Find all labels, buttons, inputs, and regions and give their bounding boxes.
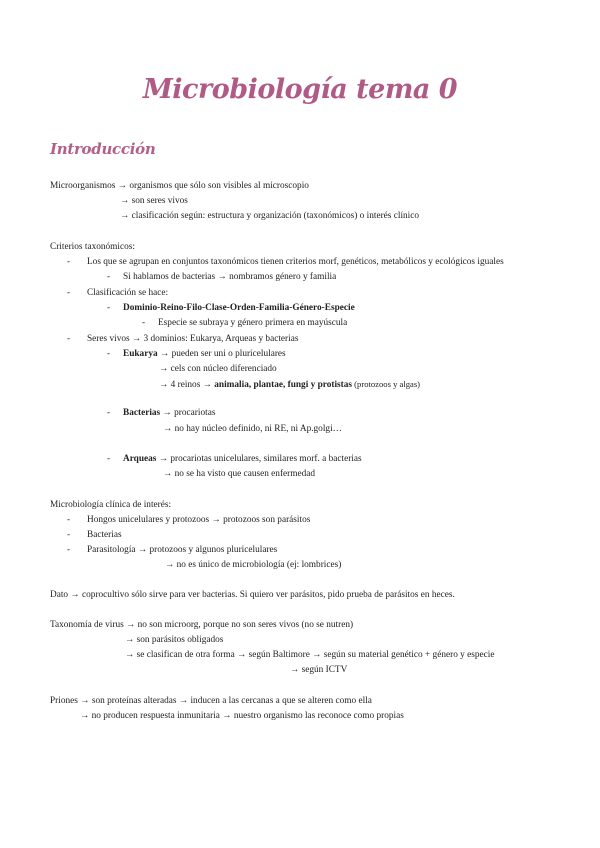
priones-line-1: Priones → son proteínas alteradas → inducen a las cercanas a que se alteren como ella: [50, 696, 372, 706]
bullet-dash: -: [107, 454, 111, 464]
eukarya-reinos: animalia, plantae, fungi y protistas: [214, 380, 353, 390]
arqueas-line-1: [123, 453, 362, 465]
virus-line-3: → se clasifican de otra forma → según Baltimore → según su material genético + género y especie: [125, 650, 495, 660]
microorganismos-line-3: → clasificación según: estructura y organización (taxonómicos) o interés clínico: [120, 211, 420, 221]
microorganismos-line-1: Microorganismos → organismos que sólo son visibles al microscopio: [50, 181, 309, 191]
page-title: Microbiología tema 0: [142, 74, 458, 105]
eukarya-line-2: → cels con núcleo diferenciado: [159, 364, 277, 374]
arqueas-text: → procariotas unicelulares, similares morf. a bacterias: [156, 454, 362, 464]
eukarya-l3-post: (protozoos y algas): [352, 379, 421, 389]
bacterias-line-1: [123, 407, 215, 419]
taxonomy-ranks: Dominio-Reino-Filo-Clase-Orden-Familia-Género-Especie: [123, 303, 355, 313]
bacterias-label: Bacterias: [123, 408, 161, 418]
clinica-item-2: Bacterias: [87, 530, 122, 540]
virus-line-1: Taxonomía de virus → no son microorg, porque no son seres vivos (no se nutren): [50, 620, 354, 630]
bullet-dash: -: [67, 530, 71, 540]
criterios-heading: Criterios taxonómicos:: [50, 242, 135, 252]
priones-line-2: → no producen respuesta inmunitaria → nuestro organismo las reconoce como propias: [80, 711, 404, 721]
microorganismos-line-2: → son seres vivos: [120, 196, 188, 206]
criterios-item-2: Clasificación se hace:: [87, 288, 169, 298]
bullet-dash: -: [67, 545, 71, 555]
bacterias-text: → procariotas: [160, 408, 216, 418]
clinica-item-1: Hongos unicelulares y protozoos → protozoos son parásitos: [87, 515, 311, 525]
bullet-dash: -: [107, 408, 111, 418]
dato-line: Dato → coprocultivo sólo sirve para ver bacterias. Si quiero ver parásitos, pido prueba de parásitos en heces.: [50, 590, 455, 600]
bullet-dash: -: [67, 515, 71, 525]
eukarya-text: → pueden ser uni o pluricelulares: [157, 349, 286, 359]
eukarya-label: Eukarya: [123, 349, 158, 359]
bullet-dash: -: [107, 303, 111, 313]
arqueas-label: Arqueas: [123, 454, 157, 464]
clinica-heading: Microbiología clínica de interés:: [50, 500, 172, 510]
criterios-item-1: Los que se agrupan en conjuntos taxonómicos tienen criterios morf, genéticos, metabólicos y ecológicos iguales: [87, 257, 504, 267]
eukarya-l3-pre: → 4 reinos →: [159, 380, 215, 390]
section-heading-introduccion: Introducción: [50, 140, 156, 158]
eukarya-line-3: [159, 378, 420, 391]
bullet-dash: -: [107, 272, 111, 282]
eukarya-line-1: [123, 348, 286, 360]
virus-line-2: → son parásitos obligados: [125, 635, 224, 645]
bullet-dash: -: [67, 334, 71, 344]
clinica-item-3: Parasitología → protozoos y algunos pluricelulares: [87, 545, 278, 555]
criterios-item-2-subsub: Especie se subraya y género primera en mayúscula: [158, 318, 348, 328]
clinica-item-3-line-2: → no es único de microbiología (ej: lombrices): [165, 560, 342, 570]
bacterias-line-2: → no hay núcleo definido, ni RE, ni Ap.golgi…: [163, 424, 342, 434]
arqueas-line-2: → no se ha visto que causen enfermedad: [163, 469, 316, 479]
criterios-item-1-sub: Si hablamos de bacterias → nombramos género y familia: [123, 272, 337, 282]
criterios-item-3: Seres vivos → 3 dominios: Eukarya, Arqueas y bacterias: [87, 334, 299, 344]
bullet-dash: -: [67, 288, 71, 298]
virus-line-4: → según ICTV: [290, 665, 348, 675]
bullet-dash: -: [142, 318, 146, 328]
bullet-dash: -: [67, 257, 71, 267]
bullet-dash: -: [107, 349, 111, 359]
